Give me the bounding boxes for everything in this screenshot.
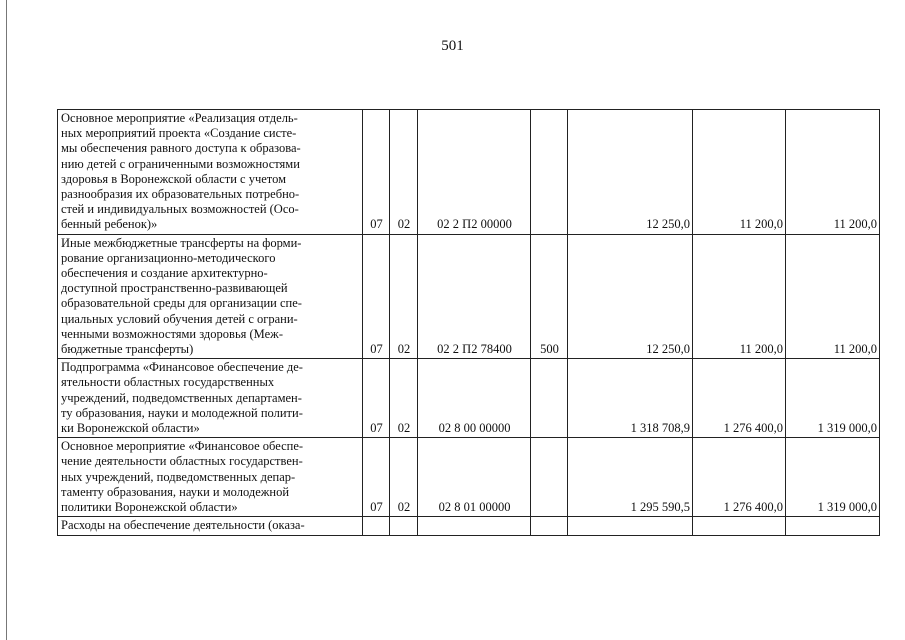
description-line: ных мероприятий проекта «Создание систе- [61, 126, 297, 141]
amount-year-2: 1 276 400,0 [693, 438, 786, 517]
table-row [58, 110, 880, 235]
subsection-code: 02 [390, 438, 418, 517]
description-line: Основное мероприятие «Финансовое обеспе- [61, 439, 304, 454]
description-line: обеспечения и создание архитектурно- [61, 266, 268, 281]
amount-year-2: 11 200,0 [693, 234, 786, 359]
expense-type-code [531, 110, 568, 235]
description-line: таменту образования, науки и молодежной [61, 484, 290, 499]
section-code: 07 [363, 359, 390, 438]
amount-year-1: 12 250,0 [568, 234, 693, 359]
expense-type-code [531, 517, 568, 536]
target-article-code: 02 2 П2 00000 [418, 110, 531, 235]
row-description [58, 438, 363, 517]
table-row [58, 438, 880, 517]
row-description [58, 517, 363, 536]
description-line: Подпрограмма «Финансовое обеспечение де- [61, 360, 303, 375]
target-article-code: 02 8 00 00000 [418, 359, 531, 438]
table-row [58, 359, 880, 438]
amount-year-3: 11 200,0 [786, 110, 880, 235]
description-line: Основное мероприятие «Реализация отдель- [61, 111, 298, 125]
description-line: ки Воронежской области» [61, 421, 200, 436]
subsection-code: 02 [390, 359, 418, 438]
description-line: ченными возможностями здоровья (Меж- [61, 326, 283, 341]
page-edge-line [6, 0, 7, 640]
row-description [58, 234, 363, 359]
subsection-code: 02 [390, 110, 418, 235]
expense-type-code [531, 359, 568, 438]
description-line: Расходы на обеспечение деятельности (оказа- [61, 518, 305, 533]
description-line: бенный ребенок)» [61, 217, 158, 232]
row-description [58, 110, 363, 235]
section-code: 07 [363, 110, 390, 235]
section-code: 07 [363, 438, 390, 517]
description-line: образовательной среды для организации спе- [61, 296, 302, 311]
table-row [58, 234, 880, 359]
description-line: Иные межбюджетные трансферты на форми- [61, 235, 302, 250]
description-line: ных учреждений, подведомственных депар- [61, 469, 296, 484]
amount-year-2: 1 276 400,0 [693, 359, 786, 438]
target-article-code: 02 2 П2 78400 [418, 234, 531, 359]
amount-year-1: 12 250,0 [568, 110, 693, 235]
amount-year-3 [786, 517, 880, 536]
description-line: учреждений, подведомственных департамен- [61, 390, 302, 405]
subsection-code: 02 [390, 234, 418, 359]
budget-table [57, 109, 880, 536]
description-line: бюджетные трансферты) [61, 342, 194, 357]
amount-year-1 [568, 517, 693, 536]
description-line: политики Воронежской области» [61, 500, 238, 515]
amount-year-3: 1 319 000,0 [786, 359, 880, 438]
table-row [58, 517, 880, 536]
description-line: стей и индивидуальных возможностей (Осо- [61, 202, 299, 217]
section-code [363, 517, 390, 536]
description-line: мы обеспечения равного доступа к образова- [61, 141, 301, 156]
amount-year-2 [693, 517, 786, 536]
amount-year-1: 1 295 590,5 [568, 438, 693, 517]
target-article-code [418, 517, 531, 536]
subsection-code [390, 517, 418, 536]
description-line: ту образования, науки и молодежной полити- [61, 405, 303, 420]
row-description [58, 359, 363, 438]
description-line: доступной пространственно-развивающей [61, 281, 288, 296]
description-line: здоровья в Воронежской области с учетом [61, 171, 286, 186]
description-line: разнообразия их образовательных потребно- [61, 187, 300, 202]
amount-year-3: 1 319 000,0 [786, 438, 880, 517]
section-code: 07 [363, 234, 390, 359]
target-article-code: 02 8 01 00000 [418, 438, 531, 517]
description-line: нию детей с ограниченными возможностями [61, 156, 300, 171]
description-line: ятельности областных государственных [61, 375, 275, 390]
description-line: рование организационно-методического [61, 250, 276, 265]
expense-type-code [531, 438, 568, 517]
amount-year-1: 1 318 708,9 [568, 359, 693, 438]
description-line: чение деятельности областных государствен- [61, 454, 303, 469]
table-body [58, 110, 880, 536]
expense-type-code: 500 [531, 234, 568, 359]
page-number: 501 [441, 38, 464, 54]
description-line: циальных условий обучения детей с ограни- [61, 311, 298, 326]
amount-year-3: 11 200,0 [786, 234, 880, 359]
amount-year-2: 11 200,0 [693, 110, 786, 235]
